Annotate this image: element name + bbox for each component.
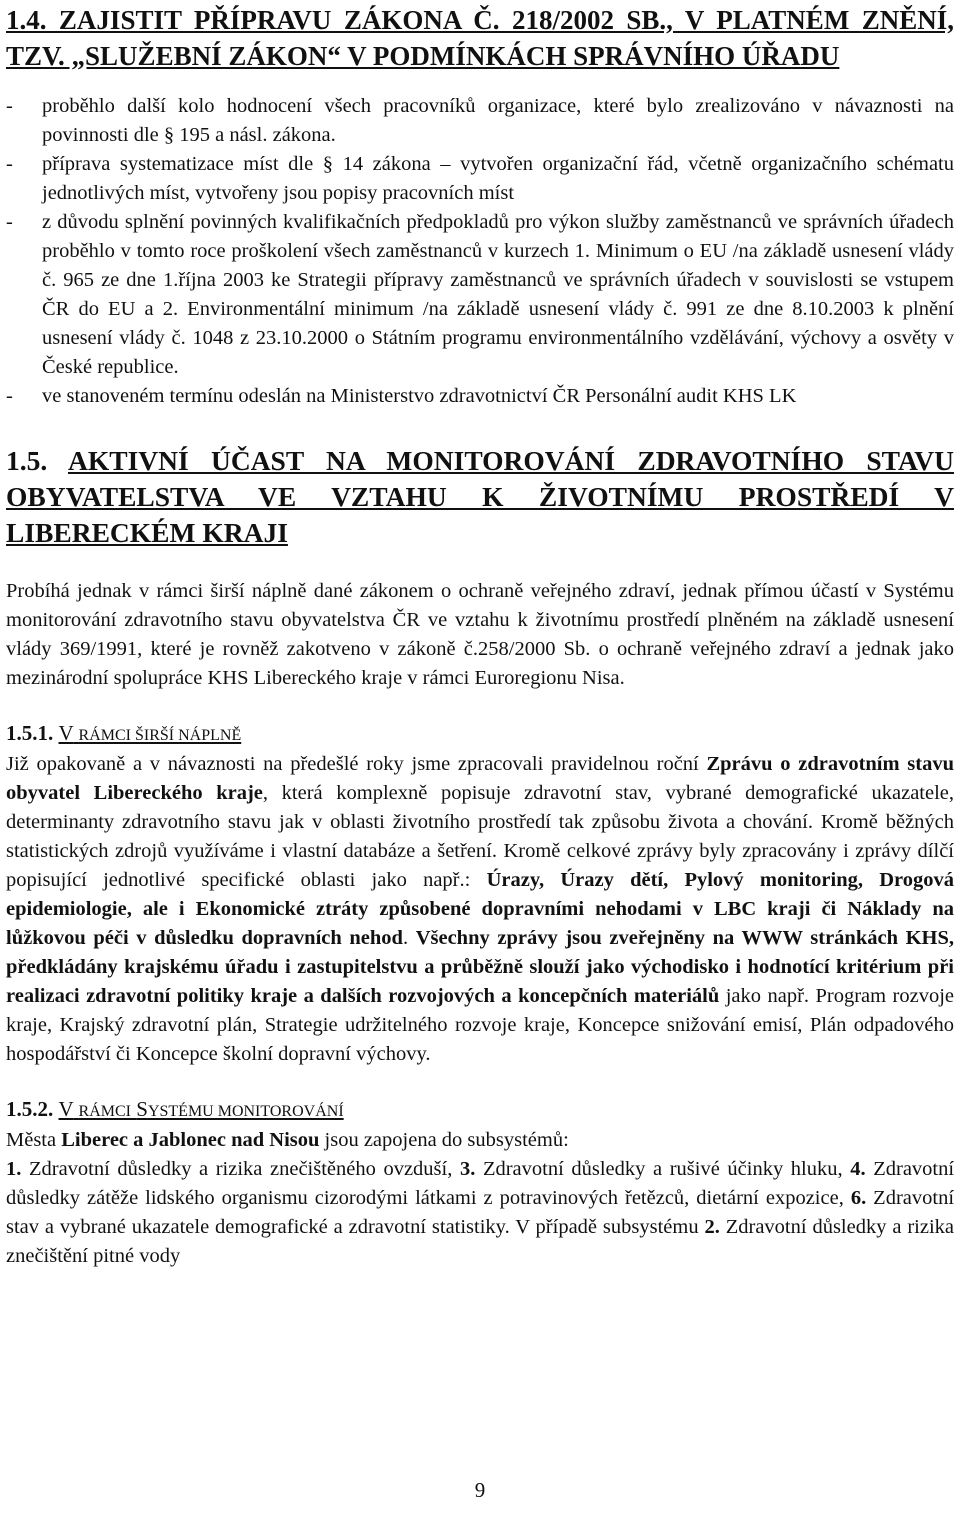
section-1-5-2-paragraph: Města Liberec a Jablonec nad Nisou jsou zapojena do subsystémů: 1. Zdravotní důsledky a rizika znečištěného ovzduší, 3. Zdravotní důsledky a rušivé účinky hluku, 4. Zdravotní důsledky zátěže lidského organismu cizorodými látkami z potravinových řetězců, dietární expozice, 6. Zdravotní stav a vybrané ukazatele demografické a zdravotní statistiky. V případě subsystému 2. Zdravotní důsledky a rizika znečištění pitné vody	[6, 1129, 955, 1267]
section-title: V RÁMCI SYSTÉMU MONITOROVÁNÍ	[58, 1097, 344, 1121]
list-dash: -	[6, 95, 13, 117]
list-item	[6, 208, 954, 382]
section-number: 1.5.2.	[6, 1097, 54, 1121]
list-item	[6, 382, 954, 411]
section-1-5-1-paragraph: Již opakovaně a v návaznosti na předešlé roky jsme zpracovali pravidelnou roční Zprávu o zdravotním stavu obyvatel Libereckého kraje, která komplexně popisuje zdravotní stav, vybrané demografické ukazatele, determinanty zdravotního stavu jak v oblasti životního prostředí tak způsobu života a chování. Kromě běžných statistických zdrojů využíváme i vlastní databáze a šetření. Kromě celkové zprávy byly zpracovány i zprávy dílčí popisující jednotlivé specifické oblasti jako např.: Úrazy, Úrazy dětí, Pylový monitoring, Drogová epidemiologie, ale i Ekonomické ztráty způsobené dopravními nehodami v LBC kraji či Náklady na lůžkovou péči v důsledku dopravních nehod. Všechny zprávy jsou zveřejněny na WWW stránkách KHS, předkládány krajskému úřadu i zastupitelstvu a průběžně slouží jako východisko i hodnotící kritérium při realizaci zdravotní politiky kraje a dalších rozvojových a koncepčních materiálů jako např. Program rozvoje kraje, Krajský zdravotní plán, Strategie udržitelného rozvoje kraje, Koncepce snižování emisí, Plán odpadového hospodářství či Koncepce školní dopravní výchovy.	[6, 753, 955, 1065]
section-1-4-heading: 1.4. ZAJISTIT PŘÍPRAVU ZÁKONA Č. 218/2002 SB., V PLATNÉM ZNĚNÍ, TZV. „SLUŽEBNÍ ZÁKON“ V PODMÍNKÁCH SPRÁVNÍHO ÚŘADU	[6, 5, 954, 71]
list-item-text: proběhlo další kolo hodnocení všech pracovníků organizace, které bylo zrealizováno v návaznosti na povinnosti dle § 195 a násl. zákona.	[42, 95, 954, 146]
section-title: AKTIVNÍ ÚČAST NA MONITOROVÁNÍ ZDRAVOTNÍHO STAVU OBYVATELSTVA VE VZTAHU K ŽIVOTNÍMU PROSTŘEDÍ V LIBERECKÉM KRAJI	[6, 445, 955, 548]
section-1-5-2-heading	[6, 1095, 954, 1126]
section-number: 1.5.1.	[6, 721, 54, 745]
section-number: 1.5.	[6, 445, 48, 476]
list-item-text: příprava systematizace míst dle § 14 zákona – vytvořen organizační řád, včetně organizačního schématu jednotlivých míst, vytvořeny jsou popisy pracovních míst	[42, 153, 954, 204]
list-item-text: ve stanoveném termínu odeslán na Ministerstvo zdravotnictví ČR Personální audit KHS LK	[42, 385, 797, 407]
list-item	[6, 92, 954, 150]
section-1-5-paragraph: Probíhá jednak v rámci širší náplně dané zákonem o ochraně veřejného zdraví, jednak přímou účastí v Systému monitorování zdravotního stavu obyvatelstva ČR ve vztahu k životnímu prostředí plněném na základě usnesení vlády 369/1991, které je rovněž zakotveno v zákoně č.258/2000 Sb. o ochraně veřejného zdraví a jednak jako mezinárodní spolupráce KHS Libereckého kraje v rámci Euroregionu Nisa.	[6, 580, 954, 689]
list-dash: -	[6, 385, 13, 407]
list-item	[6, 150, 954, 208]
section-1-5-heading	[6, 443, 954, 551]
list-item-text: z důvodu splnění povinných kvalifikačních předpokladů pro výkon služby zaměstnanců ve správních úřadech proběhlo v tomto roce proškolení všech zaměstnanců v kurzech 1. Minimum o EU /na základě usnesení vlády č. 965 ze dne 1.října 2003 ke Strategii přípravy zaměstnanců ve správních úřadech v souvislosti se vstupem ČR do EU a 2. Environmentální minimum /na základě usnesení vlády č. 991 ze dne 8.10.2003 k plnění usnesení vlády č. 1048 z 23.10.2000 o Státním programu environmentálního vzdělávání, výchovy a osvěty v České republice.	[42, 211, 954, 378]
section-title: V RÁMCI ŠIRŠÍ NÁPLNĚ	[58, 721, 242, 745]
list-dash: -	[6, 211, 13, 233]
document-page	[6, 0, 954, 1271]
section-1-4-list	[6, 92, 954, 411]
page-number: 9	[474, 1478, 486, 1502]
section-1-5-1-heading	[6, 719, 954, 750]
list-dash: -	[6, 153, 13, 175]
